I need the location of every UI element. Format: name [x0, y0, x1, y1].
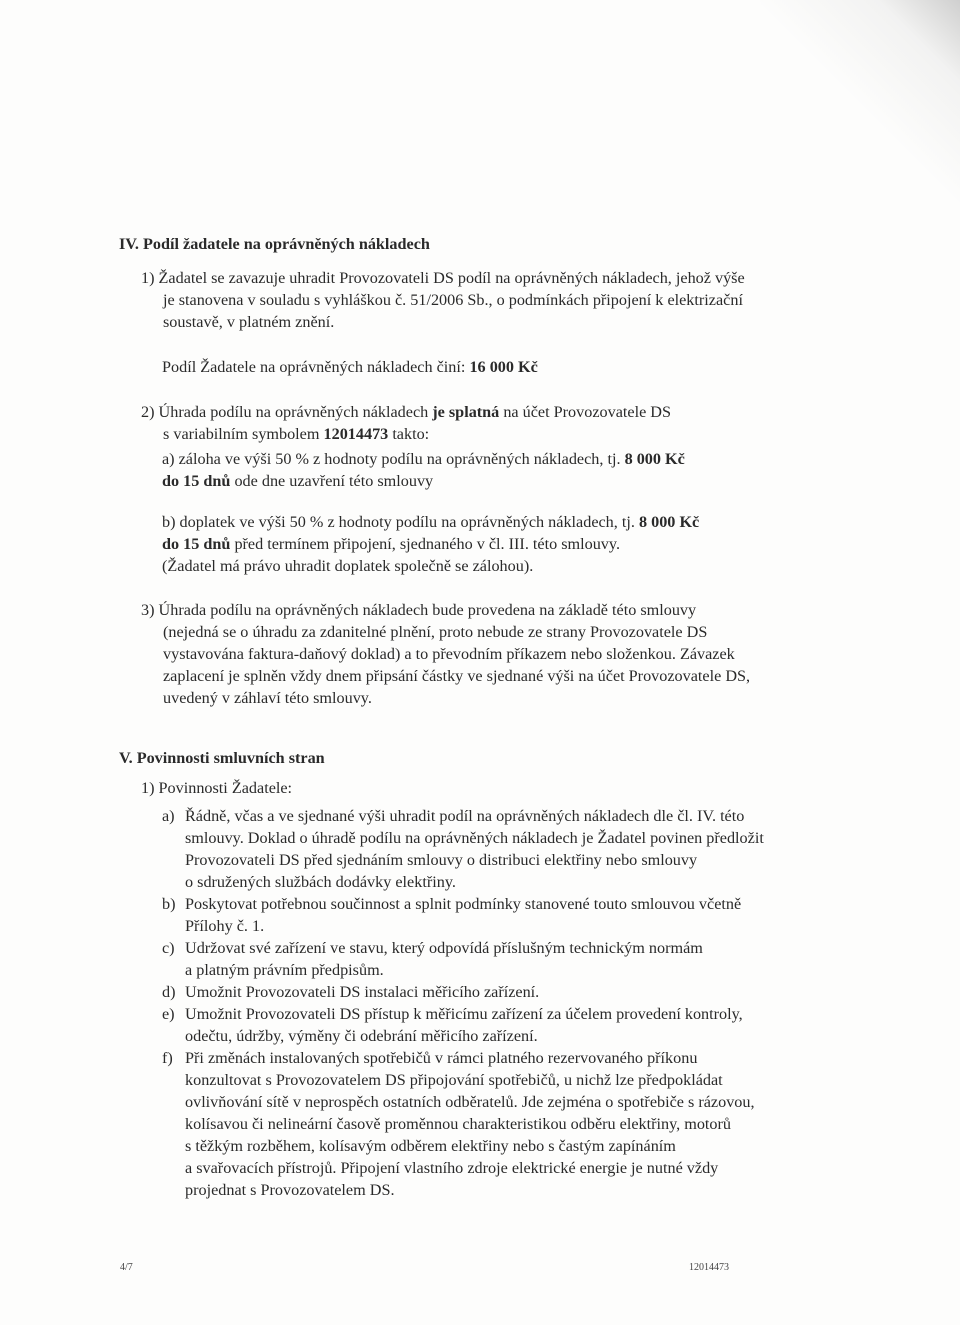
- obligation-item: [162, 981, 764, 1003]
- obligation-item-line: Přílohy č. 1.: [185, 917, 265, 935]
- page-number: 4/7: [120, 1262, 133, 1273]
- obligation-item-line: Udržovat své zařízení ve stavu, který odpovídá příslušným technickým normám: [185, 939, 703, 957]
- obligation-item-line: konzultovat s Provozovatelem DS připojování spotřebičů, u nichž lze předpokládat: [185, 1071, 723, 1089]
- obligation-item-line: Umožnit Provozovateli DS přístup k měřicímu zařízení za účelem provedení kontroly,: [185, 1005, 743, 1023]
- paragraph-number: 1): [141, 269, 155, 287]
- obligation-item: [162, 1047, 764, 1201]
- text-line: soustavě, v platném znění.: [163, 313, 335, 331]
- share-amount: 16 000 Kč: [469, 358, 538, 376]
- obligation-item: [162, 1003, 764, 1047]
- obligation-item-line: s těžkým rozběhem, kolísavým odběrem elektřiny nebo s častým zapínáním: [185, 1137, 676, 1155]
- obligation-item-label: d): [162, 983, 176, 1001]
- section-4-paragraph-1: [141, 267, 745, 333]
- variable-symbol: 12014473: [323, 425, 389, 443]
- obligation-item-label: e): [162, 1005, 175, 1023]
- obligation-item-label: b): [162, 895, 176, 913]
- obligation-item-line: o sdružených službách dodávky elektřiny.: [185, 873, 456, 891]
- document-code: 12014473: [689, 1262, 729, 1273]
- obligation-item-line: smlouvy. Doklad o úhradě podílu na oprávněných nákladech je Žadatel povinen předložit: [185, 829, 764, 847]
- obligation-item-line: a platným právním předpisům.: [185, 961, 384, 979]
- obligation-item-line: Poskytovat potřebnou součinnost a splnit podmínky stanovené touto smlouvou včetně: [185, 895, 742, 913]
- paragraph-number: 3): [141, 601, 155, 619]
- obligation-item: [162, 937, 764, 981]
- paragraph-number: 2): [141, 403, 155, 421]
- obligation-item-line: Řádně, včas a ve sjednané výši uhradit podíl na oprávněných nákladech dle čl. IV. této: [185, 807, 745, 825]
- section-4-paragraph-3: 3) Úhrada podílu na oprávněných nákladech bude provedena na základě této smlouvy (nejedná se o úhradu za zdanitelné plnění, proto nebude ze strany Provozovatele DS vystavována faktura-daňový doklad) a to převodním příkazem nebo složenkou. Závazek zaplacení je splněn vždy dnem připsání částky ve sjednané výši na účet Provozovatele DS, uvedený v záhlaví této smlouvy.: [141, 601, 751, 707]
- obligation-item-line: ovlivňování sítě v neprospěch ostatních odběratelů. Jde zejména o spotřebiče s rázovou,: [185, 1093, 755, 1111]
- text-line: je stanovena v souladu s vyhláškou č. 51/2006 Sb., o podmínkách připojení k elektrizační: [163, 291, 743, 309]
- obligation-item-label: c): [162, 939, 175, 957]
- section-5-paragraph-1: 1) Povinnosti Žadatele:: [141, 779, 293, 797]
- obligation-item-line: projednat s Provozovatelem DS.: [185, 1181, 395, 1199]
- section-4-paragraph-2: 2) Úhrada podílu na oprávněných nákladech je splatná na účet Provozovatele DS s variabilním symbolem 12014473 takto:: [141, 403, 671, 443]
- obligation-item-line: Při změnách instalovaných spotřebičů v rámci platného rezervovaného příkonu: [185, 1049, 698, 1067]
- obligations-list: [162, 805, 764, 1201]
- text-line: Žadatel se zavazuje uhradit Provozovateli DS podíl na oprávněných nákladech, jehož výše: [158, 269, 745, 287]
- obligation-item-label: f): [162, 1049, 173, 1067]
- share-amount-line: Podíl Žadatele na oprávněných nákladech činí: 16 000 Kč: [162, 358, 538, 376]
- obligation-item: [162, 805, 764, 893]
- obligation-item-label: a): [162, 807, 175, 825]
- section-5-heading: V. Povinnosti smluvních stran: [119, 749, 325, 767]
- obligation-item-line: odečtu, údržby, výměny či odebrání měřicího zařízení.: [185, 1027, 538, 1045]
- item-2b-balance: b) doplatek ve výši 50 % z hodnoty podílu na oprávněných nákladech, tj. 8 000 Kč do 15 dnů před termínem připojení, sjednaného v čl. III. této smlouvy. (Žadatel má právo uhradit doplatek společně se zálohou).: [162, 513, 700, 575]
- obligation-item-line: kolísavou či nelineární časově proměnnou charakteristikou odběru elektřiny, motorů: [185, 1115, 732, 1133]
- obligation-item-line: a svařovacích přístrojů. Připojení vlastního zdroje elektrické energie je nutné vždy: [185, 1159, 719, 1177]
- item-2a-deposit: a) záloha ve výši 50 % z hodnoty podílu na oprávněných nákladech, tj. 8 000 Kč do 15 dnů ode dne uzavření této smlouvy: [162, 450, 685, 490]
- obligation-item-line: Provozovateli DS před sjednáním smlouvy o distribuci elektřiny nebo smlouvy: [185, 851, 698, 869]
- obligation-item-line: Umožnit Provozovateli DS instalaci měřicího zařízení.: [185, 983, 540, 1001]
- obligation-item: [162, 893, 764, 937]
- section-4-heading: IV. Podíl žadatele na oprávněných nákladech: [119, 235, 430, 253]
